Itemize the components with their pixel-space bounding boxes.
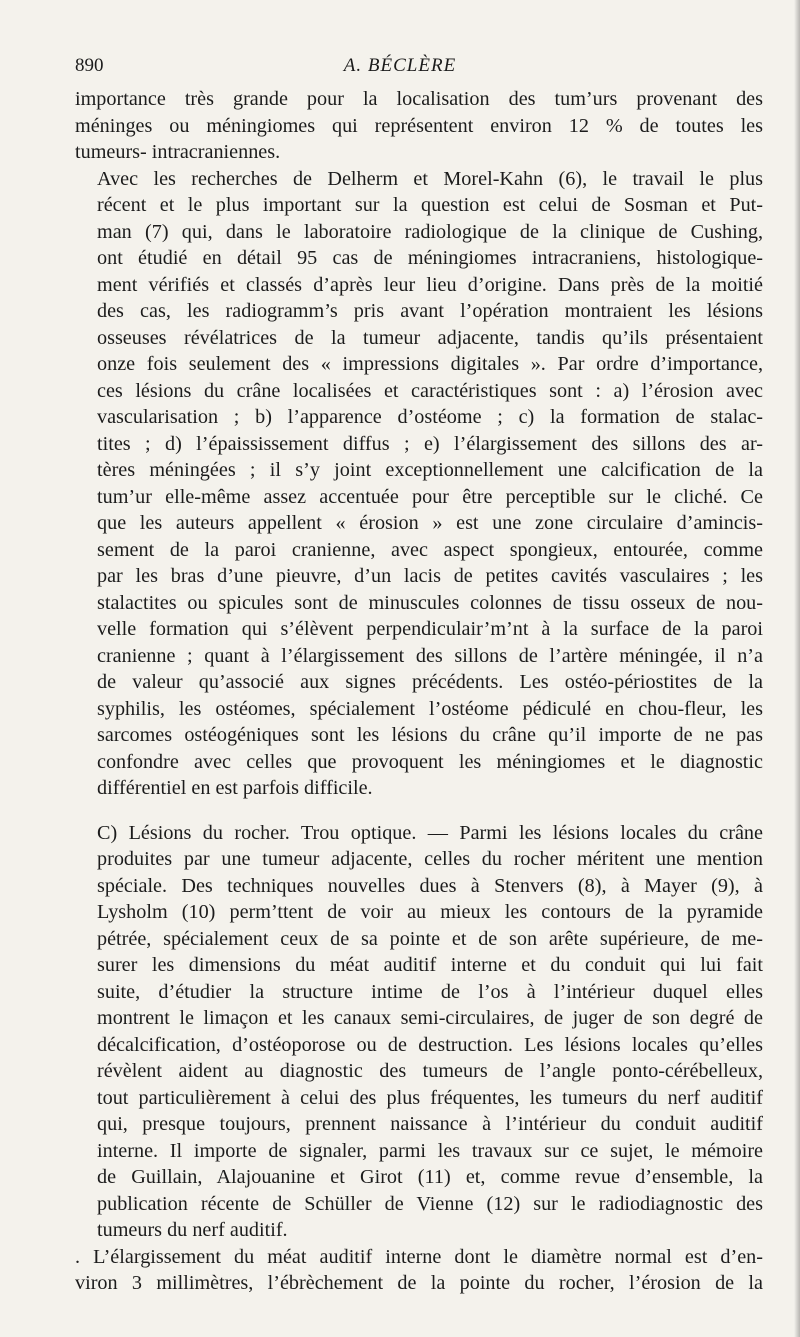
text-line: confondre avec celles que provoquent les méningiomes et le diagnostic — [97, 750, 763, 773]
text-line: tites ; d) l’épaississement diffus ; e) l’élargissement des sillons des ar- — [97, 432, 763, 455]
text-line: sement de la paroi cranienne, avec aspect spongieux, entourée, comme — [97, 538, 763, 561]
text-line: tout particulièrement à celui des plus fréquentes, les tumeurs du nerf auditif — [97, 1086, 763, 1109]
text-line: suite, d’étudier la structure intime de l’os à l’intérieur duquel elles — [97, 980, 763, 1003]
text-line: publication récente de Schüller de Vienne (12) sur le radiodiagnostic des — [97, 1192, 763, 1215]
text-line: syphilis, les ostéomes, spécialement l’ostéome pédiculé en chou-fleur, les — [97, 697, 763, 720]
running-head: A. BÉCLÈRE — [343, 55, 457, 76]
text-line: que les auteurs appellent « érosion » est une zone circulaire d’amincis- — [97, 512, 763, 534]
text-line: stalactites ou spicules sont de minuscules colonnes de tissu osseux de nou- — [97, 591, 763, 614]
text-line: tumeurs- intracraniennes. — [75, 141, 281, 163]
paragraph-1 — [75, 86, 763, 166]
text-line: surer les dimensions du méat auditif interne et du conduit qui lui fait — [97, 954, 763, 976]
text-line: Lysholm (10) perm’ttent de voir au mieux les contours de la pyramide — [97, 901, 763, 923]
text-line: de valeur qu’associé aux signes précédents. Les ostéo-périostites de la — [97, 671, 763, 693]
text-line: montrent le limaçon et les canaux semi-circulaires, de juger de son degré de — [97, 1007, 763, 1029]
paragraph-3 — [75, 820, 763, 1244]
paragraph-spacer — [75, 802, 763, 820]
text-line: man (7) qui, dans le laboratoire radiologique de la clinique de Cushing, — [97, 220, 763, 243]
text-line: vascularisation ; b) l’apparence d’ostéome ; c) la formation de stalac- — [97, 406, 763, 428]
text-line: onze fois seulement des « impressions digitales ». Par ordre d’importance, — [97, 353, 763, 375]
text-line: récent et le plus important sur la question est celui de Sosman et Put- — [97, 194, 763, 216]
text-line: révèlent aident au diagnostic des tumeurs de l’angle ponto-cérébelleux, — [97, 1060, 763, 1082]
text-line: ces lésions du crâne localisées et caractéristiques sont : a) l’érosion avec — [97, 379, 763, 402]
page-header — [75, 55, 725, 81]
text-line: sarcomes ostéogéniques sont les lésions du crâne qu’il importe de ne pas — [97, 724, 763, 746]
text-line: tum’ur elle-même assez accentuée pour être perceptible sur le cliché. Ce — [97, 485, 763, 508]
text-line: interne. Il importe de signaler, parmi les travaux sur ce sujet, le mémoire — [97, 1139, 763, 1162]
text-line: . L’élargissement du méat auditif interne dont le diamètre normal est d’en- — [75, 1245, 763, 1268]
text-line: qui, presque toujours, prennent naissance à l’intérieur du conduit auditif — [97, 1113, 763, 1135]
text-line: ment vérifiés et classés d’après leur lieu d’origine. Dans près de la moitié — [97, 273, 763, 296]
text-line: importance très grande pour la localisation des tum’urs provenant des — [75, 88, 763, 110]
text-line: ont étudié en détail 95 cas de méningiomes intracraniens, histologique- — [97, 247, 763, 269]
text-line: Avec les recherches de Delherm et Morel-Kahn (6), le travail le plus — [97, 167, 763, 190]
text-line: des cas, les radiogramm’s pris avant l’opération montraient les lésions — [97, 300, 763, 322]
text-line: spéciale. Des techniques nouvelles dues à Stenvers (8), à Mayer (9), à — [97, 874, 763, 897]
text-line: produites par une tumeur adjacente, celles du rocher méritent une mention — [97, 848, 763, 870]
text-line: tères méningées ; il s’y joint exceptionnellement une calcification de la — [97, 459, 763, 481]
text-line: C) Lésions du rocher. Trou optique. — Parmi les lésions locales du crâne — [97, 821, 763, 844]
text-line: cranienne ; quant à l’élargissement des sillons de l’artère méningée, il n’a — [97, 644, 763, 667]
text-line: pétrée, spécialement ceux de sa pointe et de son arête supérieure, de me- — [97, 927, 763, 950]
page-edge-shadow — [794, 0, 800, 1337]
text-line: méninges ou méningiomes qui représentent environ 12 % de toutes les — [75, 114, 763, 137]
text-line: viron 3 millimètres, l’ébrèchement de la pointe du rocher, l’érosion de la — [75, 1272, 763, 1294]
body-text — [75, 86, 763, 1297]
text-line: velle formation qui s’élèvent perpendiculair’m’nt à la surface de la paroi — [97, 618, 763, 640]
text-line: par les bras d’une pieuvre, d’un lacis de petites cavités vasculaires ; les — [97, 565, 763, 587]
text-line: osseuses révélatrices de la tumeur adjacente, tandis qu’ils présentaient — [97, 326, 763, 349]
text-line: tumeurs du nerf auditif. — [97, 1219, 288, 1241]
text-line: décalcification, d’ostéoporose ou de destruction. Les lésions locales qu’elles — [97, 1033, 763, 1056]
text-line: de Guillain, Alajouanine et Girot (11) et, comme revue d’ensemble, la — [97, 1166, 763, 1188]
paragraph-4 — [75, 1244, 763, 1297]
text-line: différentiel en est parfois difficile. — [97, 777, 373, 799]
page-number: 890 — [75, 55, 104, 76]
paragraph-2 — [75, 166, 763, 802]
